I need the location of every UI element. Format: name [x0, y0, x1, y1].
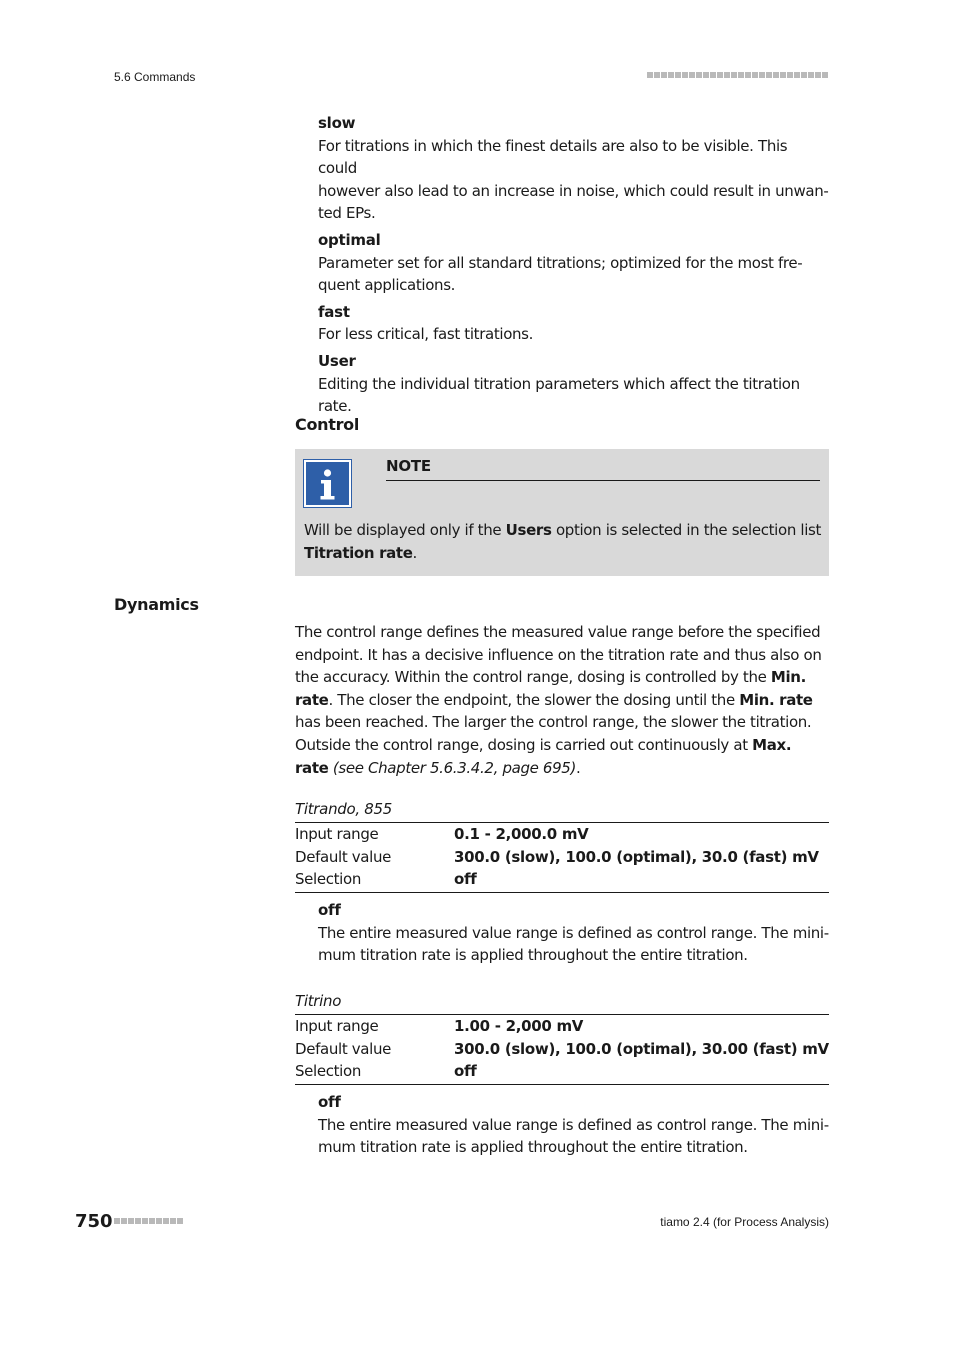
parameter-table-titrando	[295, 798, 829, 893]
row-value: 1.00 - 2,000 mV	[454, 1017, 584, 1035]
option-term: off	[318, 901, 341, 919]
parameter-table-titrino	[295, 990, 829, 1085]
row-value: off	[454, 870, 477, 889]
description-line: however also lead to an increase in noise, which could result in unwan-	[318, 181, 829, 200]
bold-term: Min. rate	[739, 690, 813, 709]
paragraph-line	[295, 757, 830, 780]
note-text	[304, 519, 824, 564]
row-key: Input range	[295, 1017, 379, 1035]
header-decoration	[647, 72, 828, 78]
description-line: Parameter set for all standard titrations; optimized for the most fre-	[318, 253, 803, 272]
description-line: rate.	[318, 397, 352, 416]
note-bold-users: Users	[505, 521, 552, 539]
off-option-titrino	[318, 1091, 830, 1159]
row-key: Selection	[295, 1062, 361, 1081]
row-key: Selection	[295, 870, 361, 889]
off-option-titrando	[318, 899, 830, 967]
note-title: NOTE	[386, 457, 431, 475]
note-bold-titration-rate: Titration rate	[304, 543, 413, 562]
table-row	[295, 1038, 829, 1061]
bold-term: rate	[295, 690, 329, 709]
table-bottom-rule	[295, 1084, 829, 1085]
info-icon	[304, 460, 351, 507]
description-line: quent applications.	[318, 276, 456, 295]
table-row	[295, 1060, 829, 1083]
paragraph-line: The control range defines the measured value range before the specified	[295, 623, 821, 641]
paragraph-line	[295, 689, 830, 712]
bold-term: Max.	[752, 735, 792, 754]
paragraph-line: has been reached. The larger the control range, the slower the titration.	[295, 713, 812, 732]
text-segment: Outside the control range, dosing is carried out continuously at	[295, 735, 753, 754]
option-description	[318, 252, 830, 297]
option-description	[318, 323, 830, 346]
table-row	[295, 1015, 829, 1038]
description-line: For titrations in which the finest details are also to be visible. This could	[318, 136, 788, 178]
row-value: 0.1 - 2,000.0 mV	[454, 825, 589, 843]
table-row	[295, 823, 829, 846]
running-header-section: 5.6 Commands	[114, 70, 196, 84]
text-segment: . The closer the endpoint, the slower the dosing until the	[328, 690, 740, 709]
option-term: optimal	[318, 230, 381, 249]
bold-term: rate	[295, 758, 329, 777]
row-key: Default value	[295, 847, 391, 866]
row-key: Default value	[295, 1039, 391, 1058]
table-caption: Titrando, 855	[295, 800, 393, 818]
rate-options	[318, 112, 830, 422]
chapter-cross-reference-link[interactable]: (see Chapter 5.6.3.4.2, page 695)	[328, 758, 577, 777]
control-heading: Control	[295, 415, 360, 434]
table-row	[295, 868, 829, 891]
table-row	[295, 846, 829, 869]
description-line: The entire measured value range is defined as control range. The mini-	[318, 923, 829, 942]
text-segment: the accuracy. Within the control range, dosing is controlled by the	[295, 668, 771, 687]
row-value: 300.0 (slow), 100.0 (optimal), 30.00 (fast) mV	[454, 1039, 829, 1058]
note-text-segment: option is selected in the selection list	[551, 521, 822, 539]
option-term: fast	[318, 302, 350, 321]
note-box	[295, 449, 829, 576]
row-value: off	[454, 1062, 477, 1081]
bold-term: Min.	[770, 668, 806, 687]
option-term: off	[318, 1093, 341, 1111]
table-caption: Titrino	[295, 992, 342, 1010]
option-description	[318, 373, 830, 418]
row-value: 300.0 (slow), 100.0 (optimal), 30.0 (fast) mV	[454, 847, 819, 866]
paragraph-line: endpoint. It has a decisive influence on the titration rate and thus also on	[295, 645, 822, 664]
description-line: ted EPs.	[318, 204, 376, 223]
paragraph-line	[295, 734, 830, 757]
description-line: Editing the individual titration parameters which affect the titration	[318, 374, 800, 393]
note-text-segment: Will be displayed only if the	[304, 521, 506, 539]
option-term: slow	[318, 114, 356, 132]
page-number: 750	[75, 1211, 113, 1232]
footer-decoration	[114, 1218, 183, 1224]
description-line: mum titration rate is applied throughout the entire titration.	[318, 946, 748, 965]
note-divider	[386, 480, 820, 481]
table-bottom-rule	[295, 892, 829, 893]
description-line: mum titration rate is applied throughout the entire titration.	[318, 1138, 748, 1157]
option-term: User	[318, 351, 356, 370]
text-segment: .	[576, 758, 581, 777]
option-description	[318, 135, 830, 225]
description-line: The entire measured value range is defined as control range. The mini-	[318, 1115, 829, 1134]
dynamics-heading: Dynamics	[114, 595, 199, 614]
description-line: For less critical, fast titrations.	[318, 325, 534, 344]
row-key: Input range	[295, 825, 379, 843]
dynamics-paragraph	[295, 621, 830, 779]
paragraph-line	[295, 666, 830, 689]
product-name: tiamo 2.4 (for Process Analysis)	[660, 1215, 829, 1229]
note-text-segment: .	[412, 543, 417, 562]
